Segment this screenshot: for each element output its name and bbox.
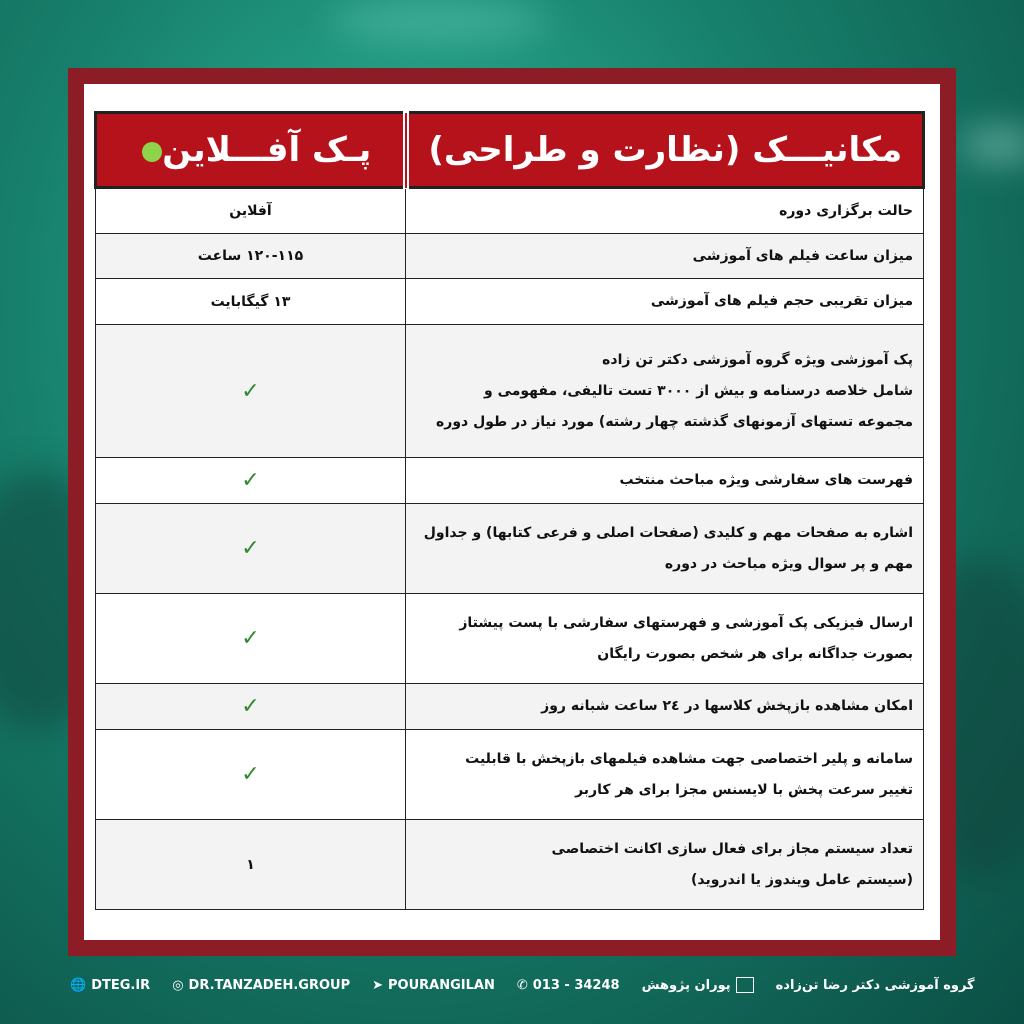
feature-line: تغییر سرعت پخش با لایسنس مجزا برای هر کاربر <box>575 781 913 798</box>
footer-instagram[interactable] <box>172 978 350 993</box>
package-title: پـک آفـــلاین <box>162 130 372 170</box>
check-icon: ✓ <box>241 536 260 561</box>
package-value-cell <box>96 279 406 325</box>
partner-logo-icon <box>736 977 754 993</box>
check-icon: ✓ <box>241 626 260 651</box>
table-header <box>96 113 924 188</box>
package-value: ۱۲۰-۱۱۵ ساعت <box>197 248 304 264</box>
package-value-cell <box>96 234 406 279</box>
feature-line: میزان تقریبی حجم فیلم های آموزشی <box>650 293 913 309</box>
brand-label: گروه آموزشی دکتر رضا تن‌زاده <box>775 977 975 993</box>
phone-icon: ✆ <box>516 977 528 993</box>
package-value-cell <box>96 458 406 504</box>
feature-cell <box>406 730 924 820</box>
footer-phone[interactable] <box>517 978 620 993</box>
footer-telegram[interactable] <box>372 978 495 993</box>
phone-label: 013 - 34248 <box>532 977 620 993</box>
website-label: DTEG.IR <box>91 977 151 993</box>
feature-line: فهرست های سفارشی ویژه مباحث منتخب <box>619 472 913 488</box>
telegram-label: POURANGILAN <box>388 977 495 993</box>
feature-line: تعداد سیستم مجاز برای فعال سازی اکانت اختصاصی <box>551 840 913 857</box>
feature-line: پک آموزشی ویژه گروه آموزشی دکتر تن زاده <box>602 351 913 368</box>
comparison-table <box>94 111 925 910</box>
check-icon: ✓ <box>241 762 260 787</box>
instagram-icon: ◎ <box>172 977 184 993</box>
footer-brand <box>776 978 975 993</box>
feature-line: مجموعه تستهای آزمونهای گذشته چهار رشته) مورد نیاز در طول دوره <box>436 413 913 430</box>
table-row <box>96 234 924 279</box>
package-value-cell <box>96 594 406 684</box>
feature-line: ارسال فیزیکی پک آموزشی و فهرستهای سفارشی با پست پیشتاز <box>459 614 913 631</box>
feature-line: مهم و پر سوال ویژه مباحث در دوره <box>664 555 913 572</box>
partner-label: پوران پژوهش <box>641 977 731 993</box>
package-value: ۱۳ گیگابایت <box>210 293 291 310</box>
table-row <box>96 188 924 234</box>
feature-cell <box>406 325 924 458</box>
table-row <box>96 279 924 325</box>
feature-line: بصورت جداگانه برای هر شخص بصورت رایگان <box>597 645 913 662</box>
table-row <box>96 504 924 594</box>
package-value-cell <box>96 325 406 458</box>
package-value: آفلاین <box>229 203 272 219</box>
features-title: مکانیـــک (نظارت و طراحی) <box>406 113 924 188</box>
table-row <box>96 730 924 820</box>
feature-cell <box>406 820 924 910</box>
feature-line: شامل خلاصه درسنامه و بیش از ۳۰۰۰ تست تالیفی، مفهومی و <box>484 382 913 399</box>
table-row <box>96 458 924 504</box>
feature-cell <box>406 594 924 684</box>
instagram-label: DR.TANZADEH.GROUP <box>188 977 351 993</box>
table-row <box>96 325 924 458</box>
feature-line: اشاره به صفحات مهم و کلیدی (صفحات اصلی و فرعی کتابها) و جداول <box>423 524 913 541</box>
feature-line: میزان ساعت فیلم های آموزشی <box>692 247 913 264</box>
feature-line: (سیستم عامل ویندوز یا اندروید) <box>691 871 913 888</box>
package-value-cell <box>96 730 406 820</box>
table-row <box>96 594 924 684</box>
package-value-cell <box>96 504 406 594</box>
online-status-dot <box>142 142 162 162</box>
package-value: ۱ <box>246 856 255 873</box>
feature-line: حالت برگزاری دوره <box>779 202 913 219</box>
background-light <box>960 130 1024 160</box>
feature-cell <box>406 458 924 504</box>
feature-line: سامانه و پلیر اختصاصی جهت مشاهده فیلمهای بازپخش با قابلیت <box>465 750 913 767</box>
check-icon: ✓ <box>241 468 260 493</box>
footer <box>70 972 975 998</box>
footer-partner <box>642 977 754 993</box>
feature-cell <box>406 279 924 325</box>
table-row <box>96 684 924 730</box>
package-value-cell <box>96 684 406 730</box>
check-icon: ✓ <box>241 378 260 404</box>
package-title-cell <box>96 113 406 188</box>
check-icon: ✓ <box>241 694 260 719</box>
table-body <box>96 188 924 910</box>
footer-website[interactable] <box>70 978 150 993</box>
globe-icon: 🌐 <box>70 977 87 993</box>
feature-cell <box>406 684 924 730</box>
feature-line: امکان مشاهده بازپخش کلاسها در ۲٤ ساعت شبانه روز <box>541 698 913 714</box>
feature-cell <box>406 504 924 594</box>
feature-cell <box>406 188 924 234</box>
background-light <box>330 0 550 40</box>
telegram-icon: ➤ <box>372 977 384 993</box>
feature-cell <box>406 234 924 279</box>
table-row <box>96 820 924 910</box>
package-value-cell <box>96 188 406 234</box>
package-value-cell <box>96 820 406 910</box>
